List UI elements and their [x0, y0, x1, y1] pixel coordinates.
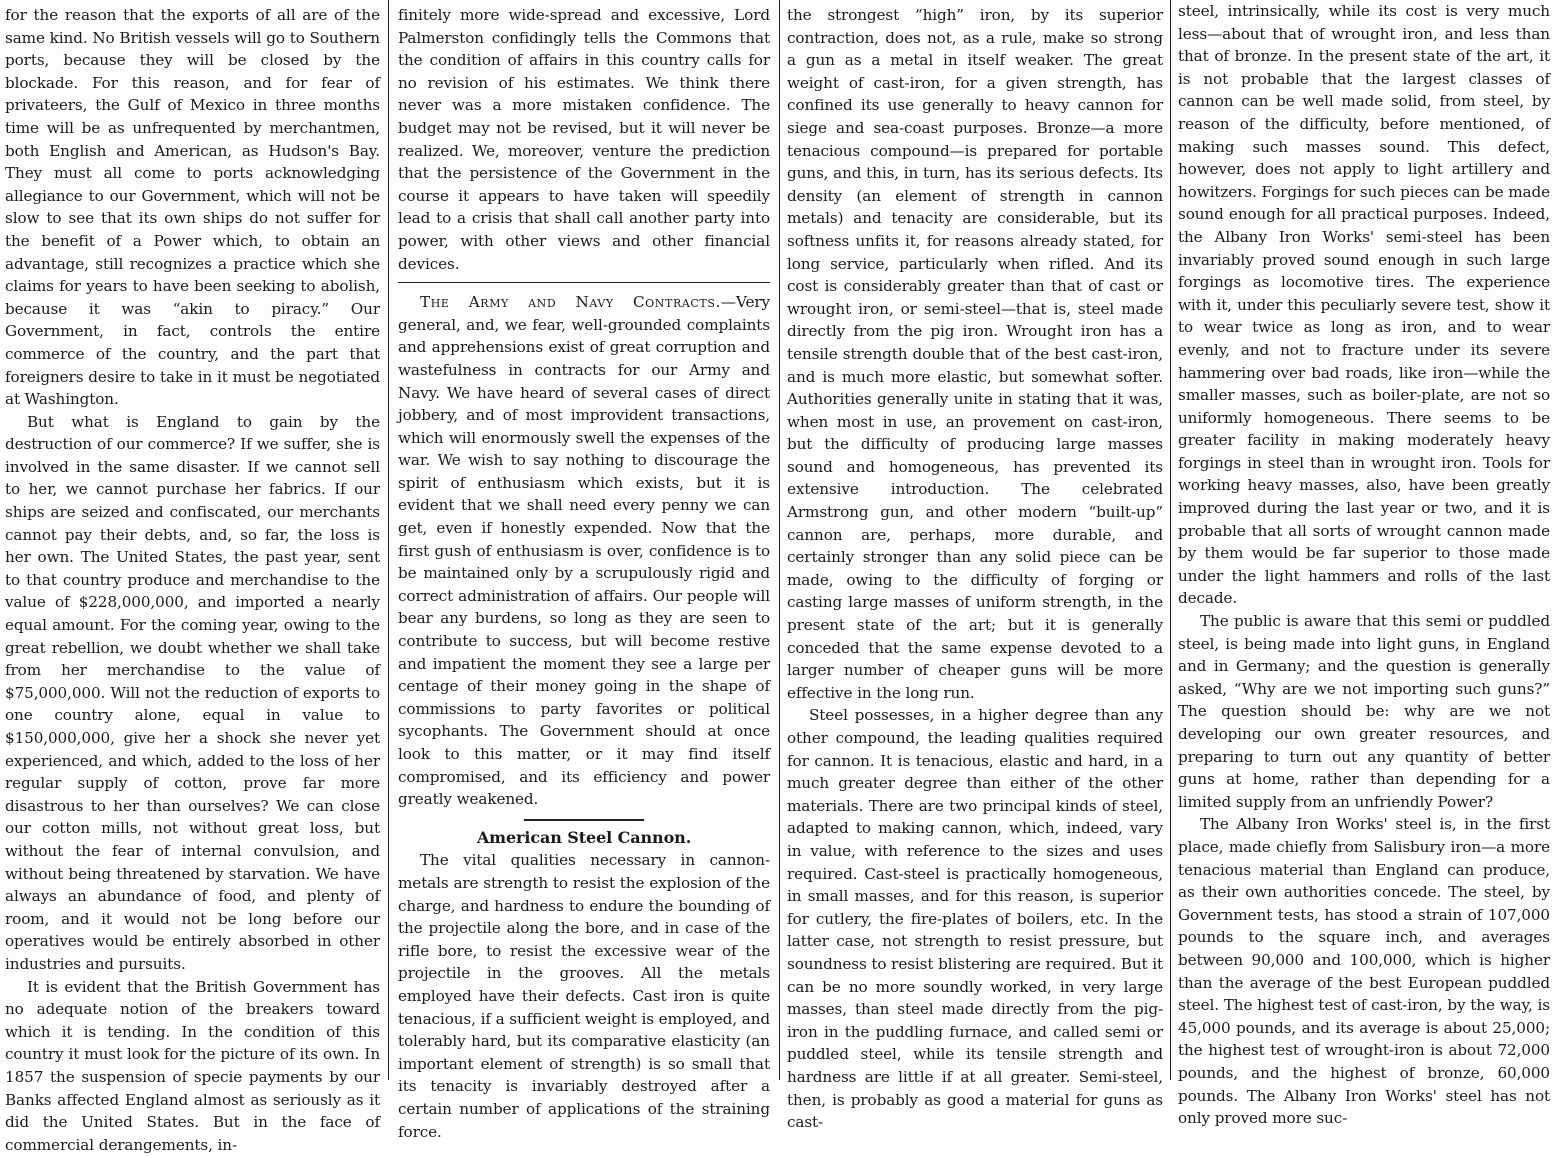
column-divider	[388, 0, 389, 1080]
column-divider	[779, 0, 780, 1080]
article-heading: American Steel Cannon.	[476, 827, 692, 847]
article-paragraph: steel, intrinsically, while its cost is very much less—about that of wrought iron, and less than that of bronze. In the present state of the art, it is not probable that the largest classes of cannon can be well made solid, from steel, by reason of the difficulty, before mentioned, of making such masses sound. This defect, however, does not apply to light artillery and howitzers. Forgings for such pieces can be made sound enough for all practical purposes. Indeed, the Albany Iron Works' semi-steel has been invariably proved sound enough in such large forgings as locomotive tires. The experience with it, under this peculiarly severe test, show it to wear twice as long as iron, and to wear evenly, and not to fracture under its severe hammering over bad roads, like iron—while the smaller masses, such as boiler-plate, are not so uniformly homogeneous. There seems to be greater facility in making moderately heavy forgings in steel than in wrought iron. Tools for working heavy masses, also, have been greatly improved during the last year or two, and it is probable that all sorts of wrought cannon made by them would be far superior to those made under the light hammers and rolls of the last decade.	[1178, 2, 1550, 608]
contracts-paragraph	[398, 291, 770, 811]
column-4	[1178, 0, 1550, 1128]
article-paragraph: The public is aware that this semi or puddled steel, is being made into light guns, in England and in Germany; and the question is generally asked, “Why are we not importing such guns?” The question should be: why are we not developing our own greater resources, and preparing to turn out any quantity of better guns at home, rather than depending for a limited supply from an unfriendly Power?	[1178, 612, 1550, 811]
article-paragraph: The Albany Iron Works' steel is, in the first place, made chiefly from Salisbury iron—a more tenacious material than England can produce, as their own authorities concede. The steel, by Government tests, has stood a strain of 107,000 pounds to the square inch, and averages between 90,000 and 100,000, which is higher than the average of the best European puddled steel. The highest test of cast-iron, by the way, is 45,000 pounds, and its average is about 25,000; the highest test of wrought-iron is about 72,000 pounds, and the highest of bronze, 60,000 pounds. The Albany Iron Works' steel has not only proved more suc-	[1178, 815, 1550, 1128]
contracts-text: —Very general, and, we fear, well-grounded complaints and apprehensions exist of great corruption and wastefulness in contracts for our Army and Navy. We have heard of several cases of direct jobbery, and of most improvident transactions, which will enormously swell the expenses of the war. We wish to say nothing to discourage the spirit of enthusiasm which exists, but it is evident that we shall need every penny we can get, even if honestly expended. Now that the first gush of enthusiasm is over, confidence is to be maintained only by a scrupulously rigid and correct administration of affairs. Our people will bear any burdens, so long as they are seen to contribute to success, but will become restive and impatient the moment they see a large per centage of their money going in the shape of commissions to party favorites or political sycophants. The Government should at once look to this matter, or it may find itself compromised, and its efficiency and power greatly weakened.	[398, 293, 770, 809]
contracts-title: The Army and Navy Contracts.	[420, 293, 721, 312]
article-paragraph: It is evident that the British Government has no adequate notion of the breakers toward which it is tending. In the condition of this country it must look for the picture of its own. In 1857 the suspension of specie payments by our Banks affected England almost as seriously as it did the United States. But in the face of commercial derangements, in-	[5, 977, 380, 1154]
heading-rule	[524, 819, 644, 821]
article-paragraph: The vital qualities necessary in cannon-metals are strength to resist the explosion of the charge, and hardness to endure the bounding of the projectile along the bore, and in case of the rifle bore, to resist the excessive wear of the projectile in the grooves. All the metals employed have their defects. Cast iron is quite tenacious, if a sufficient weight is employed, and tolerably hard, but its comparative elasticity (an important element of strength) is so small that its tenacity is invariably destroyed after a certain number of applications of the straining force.	[398, 851, 770, 1141]
article-paragraph: But what is England to gain by the destruction of our commerce? If we suffer, she is involved in the same disaster. If we cannot sell to her, we cannot purchase her fabrics. If our ships are seized and confiscated, our merchants cannot pay their debts, and, so far, the loss is her own. The United States, the past year, sent to that country produce and merchandise to the value of $228,000,000, and imported a nearly equal amount. For the coming year, owing to the great rebellion, we doubt whether we shall take from her merchandise to the value of $75,000,000. Will not the reduction of exports to one country alone, equal in value to $150,000,000, give her a shock she never yet experienced, and which, added to the loss of her regular supply of cotton, prove far more disastrous to her than ourselves? We can close our cotton mills, not without great loss, but without the fear of internal convulsion, and without being threatened by starvation. We have always an abundance of food, and plenty of room, and it would not be long before our operatives would be entirely absorbed in other industries and pursuits.	[5, 412, 380, 973]
article-paragraph: finitely more wide-spread and excessive, Lord Palmerston confidingly tells the Commons that the condition of affairs in this country calls for no revision of his estimates. We think there never was a more mistaken confidence. The budget may not be revised, but it will never be realized. We, moreover, venture the prediction that the persistence of the Government in the course it appears to have taken will speedily lead to a crisis that shall call another party into power, with other views and other financial devices.	[398, 6, 770, 273]
article-paragraph: for the reason that the exports of all are of the same kind. No British vessels will go to Southern ports, because they will be closed by the blockade. For this reason, and for fear of privateers, the Gulf of Mexico in three months time will be as unfrequented by merchantmen, both English and American, as Hudson's Bay. They must all come to ports acknowledging allegiance to our Government, which will not be slow to see that its own ships do not suffer for the benefit of a Power which, to obtain an advantage, still recognizes a practice which she claims for years to have been seeking to abolish, because it was “akin to piracy.” Our Government, in fact, controls the entire commerce of the country, and the part that foreigners desire to take in it must be negotiated at Washington.	[5, 6, 380, 409]
column-divider	[1170, 0, 1171, 1080]
column-3	[787, 0, 1163, 1132]
section-divider	[398, 282, 770, 283]
column-2	[398, 0, 770, 1141]
article-paragraph: the strongest “high” iron, by its superior contraction, does not, as a rule, make so strong a gun as a metal in itself weaker. The great weight of cast-iron, for a given strength, has confined its use generally to heavy cannon for siege and sea-coast purposes. Bronze—a more tenacious compound—is prepared for portable guns, and this, in turn, has its serious defects. Its density (an element of strength in cannon metals) and tenacity are considerable, but its softness unfits it, for reasons already stated, for long service, particularly when rifled. And its cost is considerably greater than that of cast or wrought iron, or semi-steel—that is, steel made directly from the pig iron. Wrought iron has a tensile strength double that of the best cast-iron, and is much more elastic, but somewhat softer. Authorities generally unite in stating that it was, when most in use, an provement on cast-iron, but the difficulty of producing large masses sound and homogeneous, has prevented its extensive introduction. The celebrated Armstrong gun, and other modern “built-up” cannon are, perhaps, more durable, and certainly stronger than any solid piece can be made, owing to the difficulty of forging or casting large masses of uniform strength, in the present state of the art; but it is generally conceded that the same expense devoted to a larger number of cheaper guns will be more effective in the long run.	[787, 6, 1163, 702]
column-1	[5, 0, 380, 1154]
article-paragraph: Steel possesses, in a higher degree than any other compound, the leading qualities required for cannon. It is tenacious, elastic and hard, in a much greater degree than either of the other materials. There are two principal kinds of steel, adapted to making cannon, which, indeed, vary in value, with reference to the sizes and uses required. Cast-steel is practically homogeneous, in small masses, and for this reason, is superior for cutlery, the fire-plates of boilers, etc. In the latter case, not strength to resist pressure, but soundness to resist blistering are required. But it can be no more soundly worked, in very large masses, than steel made directly from the pig-iron in the puddling furnace, and called semi or puddled steel, while its tensile strength and hardness are little if at all greater. Semi-steel, then, is probably as good a material for guns as cast-	[787, 706, 1163, 1132]
